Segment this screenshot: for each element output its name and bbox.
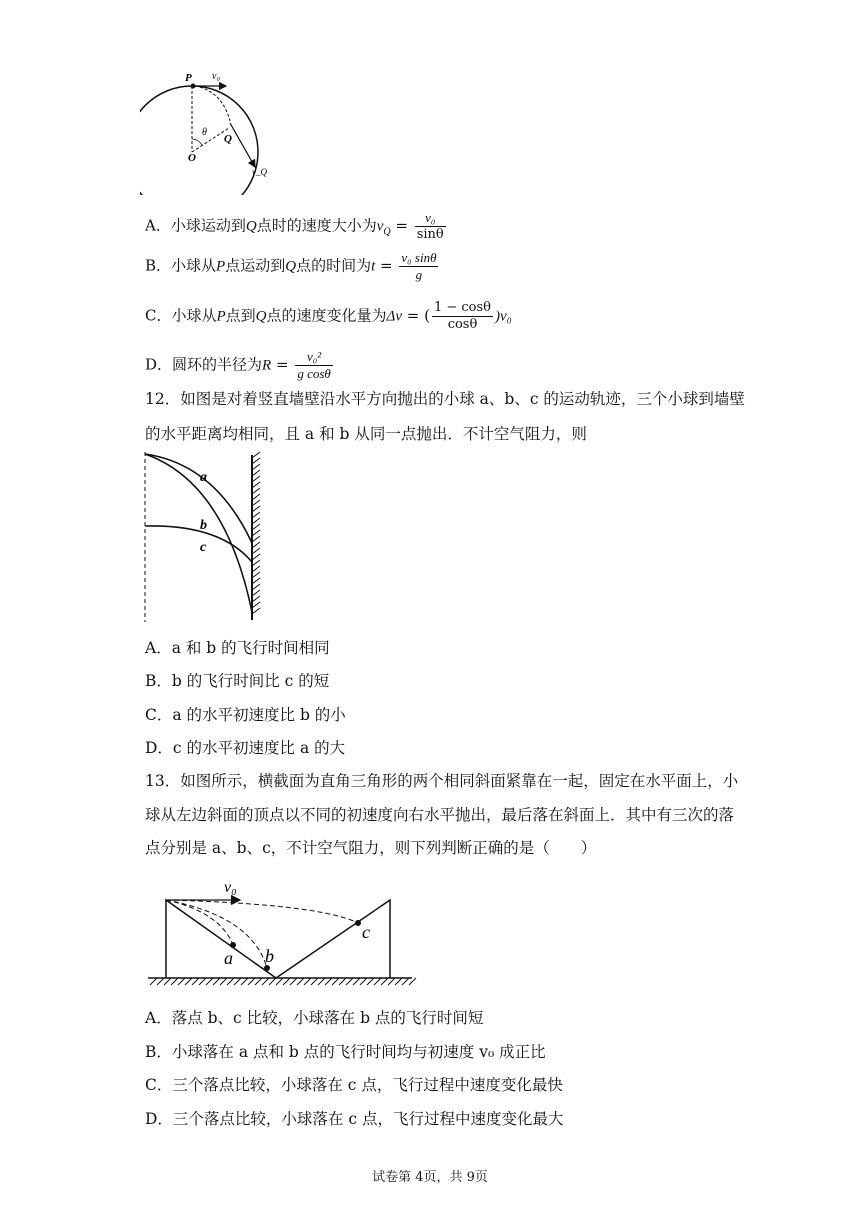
q13-stem-line2: 球从左边斜面的顶点以不同的初速度向右水平抛出，最后落在斜面上．其中有三次的落: [145, 806, 735, 824]
q11-option-b: B．小球从P点运动到Q点的时间为t = $\frac{\text{v₀ sinθ}}{g}$: [145, 250, 437, 282]
q11-option-a: A．小球运动到Q点时的速度大小为$v_Q$ = $\frac{\text{v₀}}{\sin\theta}$: [145, 210, 444, 242]
q11-option-c: C．小球从P点到Q点的速度变化量为Δv = ( $\frac{1 - \cos\theta}{\cos\theta}$ )v₀: [145, 300, 512, 332]
q11-figure: [140, 65, 280, 195]
label-theta: θ: [202, 127, 207, 138]
q13-option-a: A．落点 b、c 比较，小球落在 b 点的飞行时间短: [145, 1009, 484, 1027]
wall-hatching: [252, 452, 260, 614]
theta-arc: [192, 139, 202, 145]
point-p: [191, 84, 196, 89]
q12-option-a: A．a 和 b 的飞行时间相同: [145, 639, 330, 657]
q13-figure: [140, 868, 420, 988]
label-v0: v₀: [212, 71, 220, 82]
label-a: a: [200, 470, 207, 485]
trajectory-a: [145, 454, 252, 543]
trajectory: [195, 86, 230, 121]
label-c: c: [362, 922, 370, 942]
page-footer: 试卷第 4页，共 9页: [372, 1170, 488, 1185]
q13-stem-line3: 点分别是 a、b、c，不计空气阻力，则下列判断正确的是（ ）: [145, 839, 597, 857]
label-q: Q: [224, 133, 232, 145]
q12-stem-line1: 12．如图是对着竖直墙壁沿水平方向抛出的小球 a、b、c 的运动轨迹，三个小球到墙壁: [145, 390, 745, 408]
label-vq: v_Q: [252, 167, 267, 177]
right-incline: [276, 900, 390, 978]
q13-option-b: B．小球落在 a 点和 b 点的飞行时间均与初速度 v₀ 成正比: [145, 1043, 546, 1061]
label-c: c: [200, 540, 207, 555]
q11-option-d: D．圆环的半径为R = $\frac{\text{v₀²}}{\text{g cosθ}}$: [145, 349, 331, 381]
vq-arrow: [230, 123, 255, 167]
label-b: b: [265, 946, 274, 966]
trajectory-b: [145, 454, 252, 612]
q12-figure: [140, 450, 270, 625]
ground-hatching: [150, 978, 416, 985]
q13-stem-line1: 13．如图所示，横截面为直角三角形的两个相同斜面紧靠在一起，固定在水平面上，小: [145, 772, 739, 790]
label-b: b: [200, 518, 207, 533]
label-o: O: [188, 152, 196, 164]
q12-option-c: C．a 的水平初速度比 b 的小: [145, 706, 346, 724]
q12-option-b: B．b 的飞行时间比 c 的短: [145, 672, 330, 690]
label-v0: v₀: [224, 879, 237, 896]
point-c: [355, 920, 361, 926]
label-a: a: [224, 948, 233, 968]
q13-option-c: C．三个落点比较，小球落在 c 点，飞行过程中速度变化最快: [145, 1076, 563, 1094]
label-p: P: [185, 72, 192, 84]
q13-option-d: D．三个落点比较，小球落在 c 点，飞行过程中速度变化最大: [145, 1110, 564, 1128]
left-incline: [166, 900, 276, 978]
q12-stem-line2: 的水平距离均相同，且 a 和 b 从同一点抛出．不计空气阻力，则: [145, 425, 587, 443]
q12-option-d: D．c 的水平初速度比 a 的大: [145, 739, 346, 757]
